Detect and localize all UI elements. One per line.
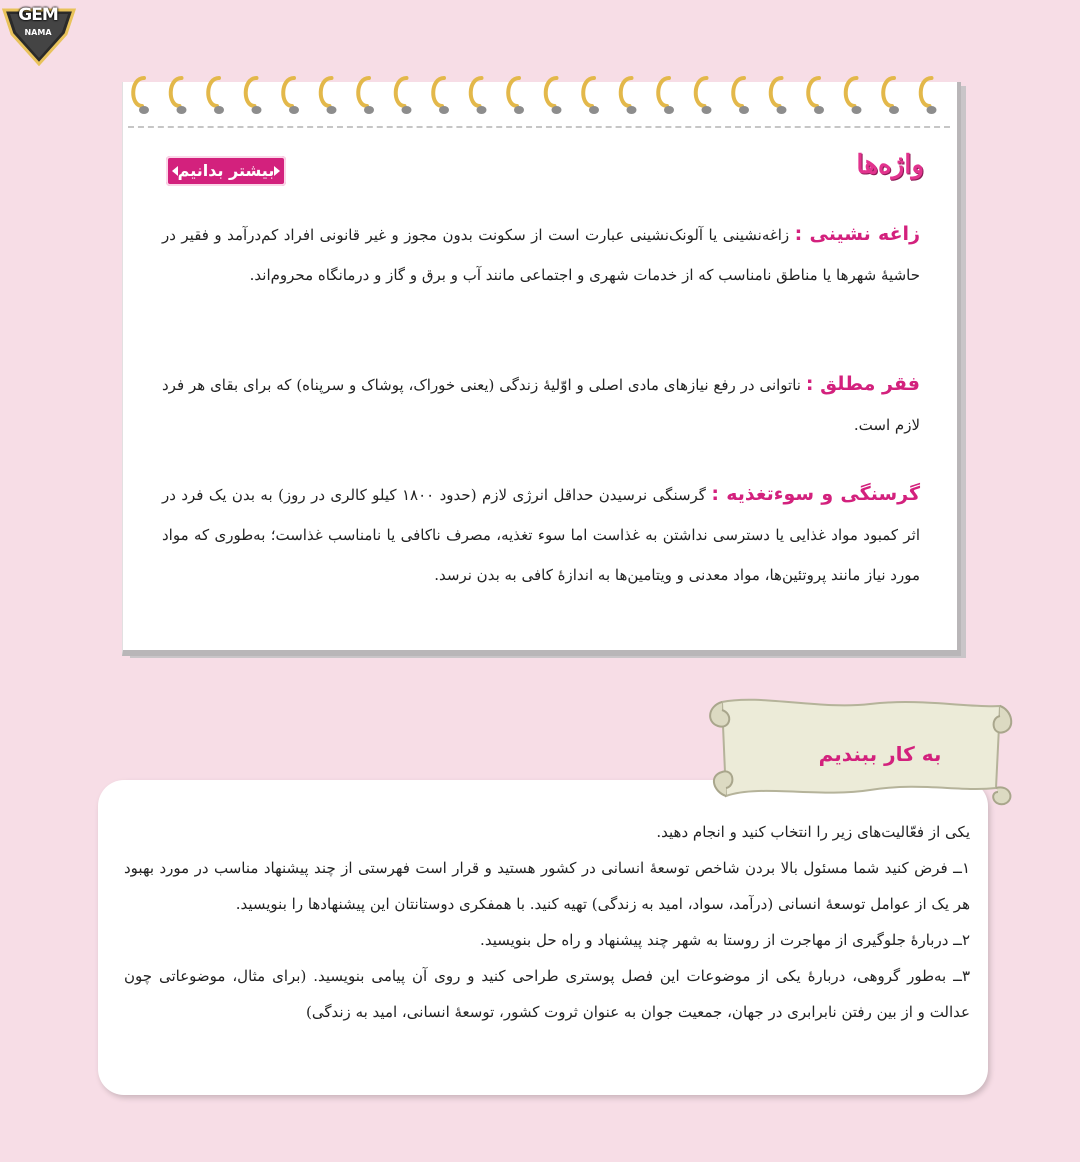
glossary-definition: گرسنگی نرسیدن حداقل انرژی لازم (حدود ۱۸۰۰ کیلو کالری در روز) به بدن یک فرد در اثر کمبود مواد غذایی یا دسترسی نداشتن به غذاست اما سوء تغذیه، مصرف ناکافی یا نامناسب غذاست؛ به‌طوری که مواد مورد نیاز مانند پروتئین‌ها، مواد معدنی و ویتامین‌ها به اندازهٔ کافی به بدن نرسد.: [162, 486, 920, 584]
spiral-ring: [846, 78, 862, 114]
spiral-ring: [546, 78, 562, 114]
spiral-ring: [508, 78, 524, 114]
activity-title: به کار ببندیم: [818, 742, 942, 766]
activity-item: ۲ــ دربارهٔ جلوگیری از مهاجرت از روستا به شهر چند پیشنهاد و راه حل بنویسید.: [480, 931, 970, 949]
spiral-ring: [396, 78, 412, 114]
spiral-ring: [808, 78, 824, 114]
learn-more-label: بیشتر بدانیم: [177, 161, 275, 180]
arrow-left-icon: [172, 166, 178, 176]
activity-item: ۱ــ فرض کنید شما مسئول بالا بردن شاخص توسعهٔ انسانی در کشور هستید و قرار است فهرستی از چند پیشنهاد مناسب در مورد بهبود هر یک از عوامل توسعهٔ انسانی (درآمد، سواد، امید به زندگی) تهیه کنید. با همفکری دوستانتان این پیشنهادها را بنویسید.: [124, 859, 970, 913]
spiral-ring: [283, 78, 299, 114]
spiral-ring: [771, 78, 787, 114]
glossary-entry: [162, 214, 920, 295]
spiral-ring: [696, 78, 712, 114]
spiral-binding-icon: [122, 72, 960, 122]
glossary-term: گرسنگی و سوءتغذیه :: [711, 483, 921, 505]
glossary-entry: [162, 364, 920, 445]
spiral-ring: [733, 78, 749, 114]
arrow-right-icon: [274, 166, 280, 176]
glossary-term: زاغه نشینی :: [794, 223, 921, 245]
glossary-definition: ناتوانی در رفع نیازهای مادی اصلی و اوّلیهٔ زندگی (یعنی خوراک، پوشاک و سرپناه) که برای بقای هر فرد لازم است.: [162, 376, 920, 434]
glossary-entry: [162, 474, 920, 595]
spiral-ring: [433, 78, 449, 114]
spiral-ring: [321, 78, 337, 114]
activity-intro: یکی از فعّالیت‌های زیر را انتخاب کنید و انجام دهید.: [656, 823, 970, 841]
spiral-ring: [921, 78, 937, 114]
spiral-ring: [133, 78, 149, 114]
spiral-ring: [358, 78, 374, 114]
section-title: واژه‌ها: [856, 150, 924, 180]
notebook-perforation: [128, 126, 950, 128]
notebook-card: [122, 72, 960, 652]
spiral-ring: [583, 78, 599, 114]
spiral-ring: [246, 78, 262, 114]
logo-subtext: NAMA: [24, 28, 52, 37]
gemnama-logo: [0, 0, 78, 66]
learn-more-tab: [166, 156, 286, 186]
logo-text: GEM: [18, 5, 58, 25]
glossary-term: فقر مطلق :: [805, 373, 920, 395]
spiral-ring: [883, 78, 899, 114]
spiral-ring: [471, 78, 487, 114]
activity-text: [124, 814, 970, 1030]
activity-item: ۳ــ به‌طور گروهی، دربارهٔ یکی از موضوعات این فصل پوستری طراحی کنید و روی آن پیامی بنویسید. (برای مثال، موضوعاتی چون عدالت و از بین رفتن نابرابری در جهان، جمعیت جوان به عنوان ثروت کشور، توسعهٔ انسانی، امید به زندگی): [124, 967, 970, 1021]
spiral-ring: [171, 78, 187, 114]
spiral-ring: [658, 78, 674, 114]
spiral-ring: [208, 78, 224, 114]
spiral-ring: [621, 78, 637, 114]
glossary-definition: زاغه‌نشینی یا آلونک‌نشینی عبارت است از سکونت بدون مجوز و غیر قانونی افراد کم‌درآمد و فقیر در حاشیهٔ شهرها یا مناطق نامناسب که از خدمات شهری و اجتماعی مانند آب و برق و گاز و درمانگاه محروم‌اند.: [162, 226, 920, 284]
